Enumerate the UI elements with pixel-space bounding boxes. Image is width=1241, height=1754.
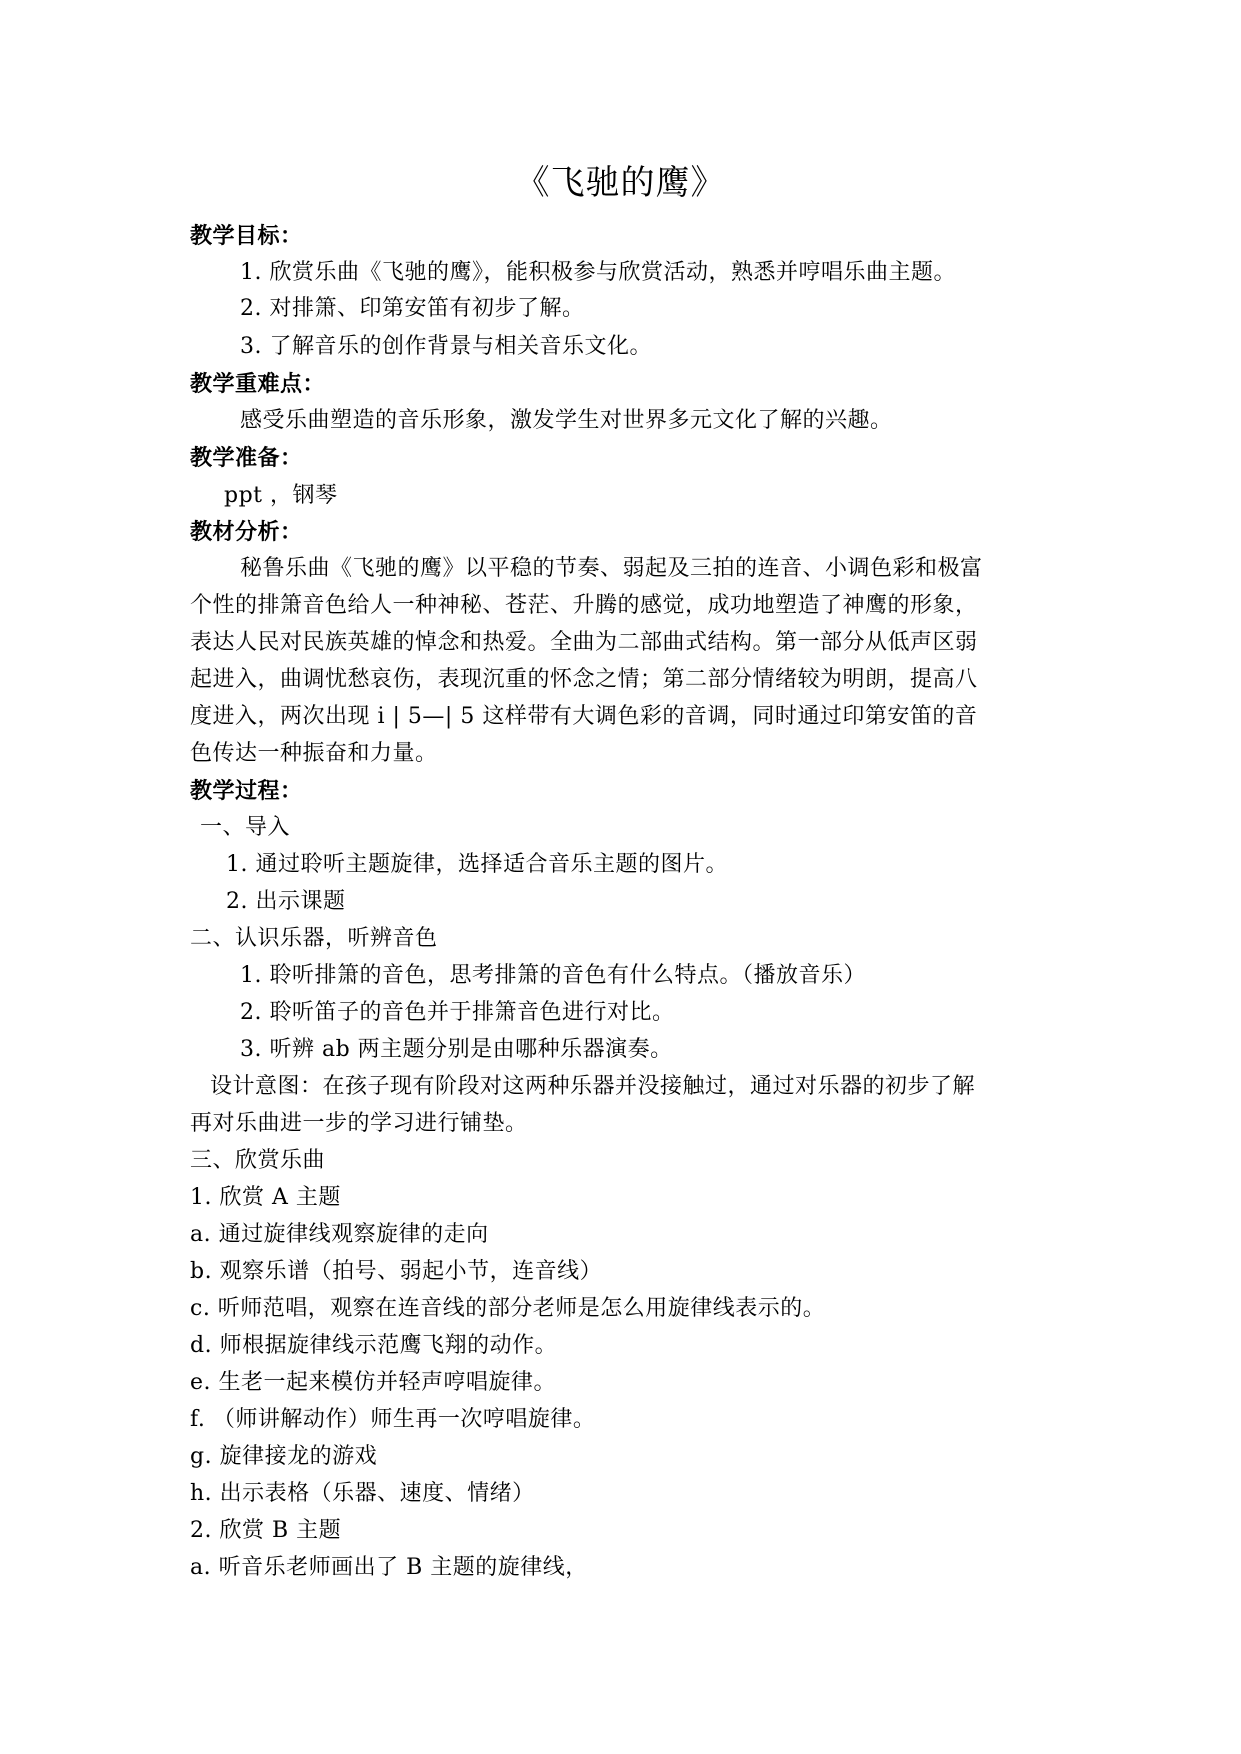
objectives-heading: 教学目标： xyxy=(190,224,303,249)
analysis-line: 秘鲁乐曲《飞驰的鹰》以平稳的节奏、弱起及三拍的连音、小调色彩和极富 xyxy=(240,556,983,581)
design-intent-line: 再对乐曲进一步的学习进行铺垫。 xyxy=(190,1111,528,1136)
part2-title: 二、认识乐器，听辨音色 xyxy=(190,926,438,951)
part1-item: 2. 出示课题 xyxy=(226,889,346,914)
theme-a-item: a. 通过旋律线观察旋律的走向 xyxy=(190,1222,489,1247)
key-points-heading: 教学重难点： xyxy=(190,372,326,397)
theme-b-title: 2. 欣赏 B 主题 xyxy=(190,1518,342,1543)
part2-item: 1. 聆听排箫的音色，思考排箫的音色有什么特点。（播放音乐） xyxy=(240,963,866,988)
objective-item-1: 1. 欣赏乐曲《飞驰的鹰》，能积极参与欣赏活动，熟悉并哼唱乐曲主题。 xyxy=(240,260,956,285)
analysis-line: 度进入，两次出现 i | 5—| 5 这样带有大调色彩的音调，同时通过印第安笛的音 xyxy=(190,704,978,729)
theme-a-item: e. 生老一起来模仿并轻声哼唱旋律。 xyxy=(190,1370,557,1395)
preparation-text: ppt ，钢琴 xyxy=(224,483,338,508)
key-points-text: 感受乐曲塑造的音乐形象，激发学生对世界多元文化了解的兴趣。 xyxy=(240,408,893,433)
process-heading: 教学过程： xyxy=(190,779,303,804)
theme-a-item: c. 听师范唱，观察在连音线的部分老师是怎么用旋律线表示的。 xyxy=(190,1296,826,1321)
theme-a-item: h. 出示表格（乐器、速度、情绪） xyxy=(190,1481,535,1506)
objective-item-2: 2. 对排箫、印第安笛有初步了解。 xyxy=(240,296,585,321)
analysis-heading: 教材分析： xyxy=(190,520,303,545)
theme-a-item: b. 观察乐谱（拍号、弱起小节，连音线） xyxy=(190,1259,603,1284)
theme-a-item: g. 旋律接龙的游戏 xyxy=(190,1444,378,1469)
design-intent-line: 设计意图：在孩子现有阶段对这两种乐器并没接触过，通过对乐器的初步了解 xyxy=(210,1074,976,1099)
theme-a-item: d. 师根据旋律线示范鹰飞翔的动作。 xyxy=(190,1333,558,1358)
part2-item: 2. 聆听笛子的音色并于排箫音色进行对比。 xyxy=(240,1000,675,1025)
theme-a-item: f. （师讲解动作）师生再一次哼唱旋律。 xyxy=(190,1407,596,1432)
document-title: 《飞驰的鹰》 xyxy=(515,163,726,203)
theme-a-title: 1. 欣赏 A 主题 xyxy=(190,1185,341,1210)
part2-item: 3. 听辨 ab 两主题分别是由哪种乐器演奏。 xyxy=(240,1037,673,1062)
preparation-heading: 教学准备： xyxy=(190,446,303,471)
part1-title: 一、导入 xyxy=(200,815,291,840)
analysis-line: 色传达一种振奋和力量。 xyxy=(190,741,438,766)
part1-item: 1. 通过聆听主题旋律，选择适合音乐主题的图片。 xyxy=(226,852,728,877)
theme-b-item: a. 听音乐老师画出了 B 主题的旋律线， xyxy=(190,1555,588,1580)
analysis-line: 个性的排箫音色给人一种神秘、苍茫、升腾的感觉，成功地塑造了神鹰的形象， xyxy=(190,593,978,618)
objective-item-3: 3. 了解音乐的创作背景与相关音乐文化。 xyxy=(240,334,652,359)
part3-title: 三、欣赏乐曲 xyxy=(190,1148,326,1173)
analysis-line: 起进入，曲调忧愁哀伤，表现沉重的怀念之情；第二部分情绪较为明朗，提高八 xyxy=(190,667,978,692)
analysis-line: 表达人民对民族英雄的悼念和热爱。全曲为二部曲式结构。第一部分从低声区弱 xyxy=(190,630,978,655)
